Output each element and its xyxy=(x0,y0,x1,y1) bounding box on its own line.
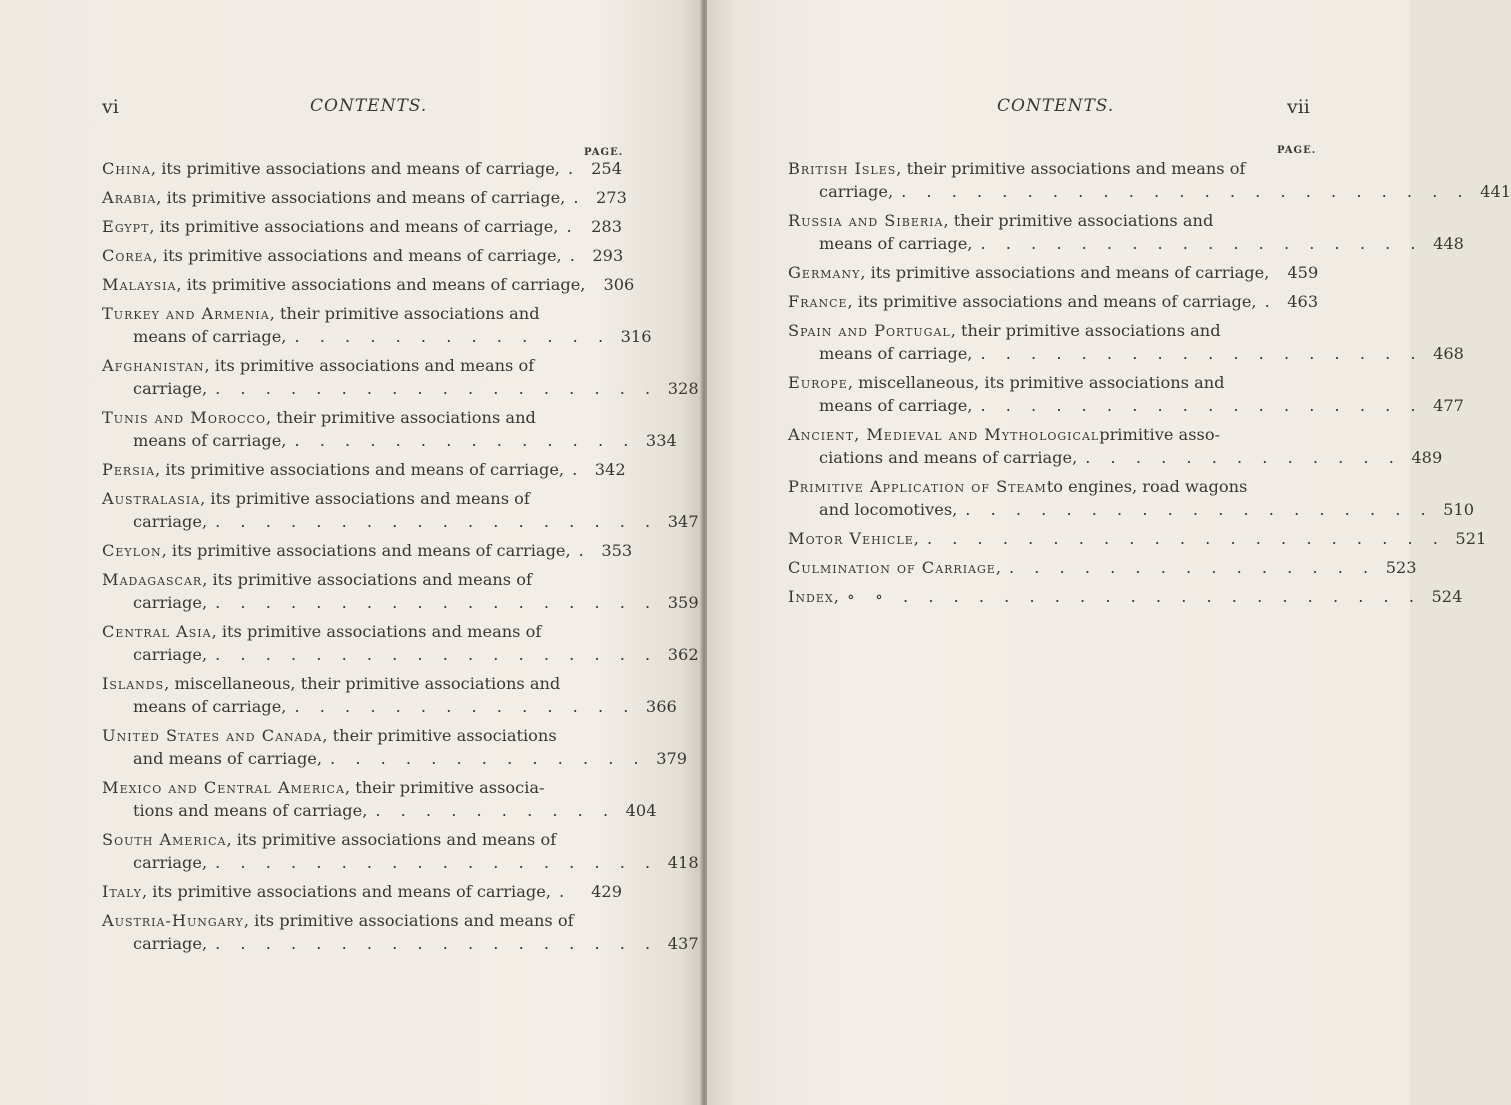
toc-entry-continuation xyxy=(788,446,1443,469)
toc-entry-description-cont: carriage, xyxy=(133,853,208,872)
toc-entry-line xyxy=(788,585,1463,608)
toc-entry-heading: Culmination of Carriage xyxy=(788,558,996,577)
toc-entry-description: , its primitive associations and means of xyxy=(202,570,532,589)
toc-entry-heading: Malaysia xyxy=(102,275,177,294)
toc-entry-line xyxy=(102,215,622,238)
leader-dots: . xyxy=(578,541,592,560)
toc-entry xyxy=(102,157,622,180)
page-number: 366 xyxy=(645,697,677,716)
toc-entry xyxy=(102,244,622,267)
toc-entry-heading: Central Asia xyxy=(102,622,212,641)
toc-entry-description: , their primitive associa- xyxy=(344,778,545,797)
toc-entry-description: , their primitive associations and xyxy=(950,321,1221,340)
page-column-header-right: PAGE. xyxy=(1277,145,1317,156)
folio-right: vii xyxy=(1287,96,1310,118)
toc-entry-description: , their primitive associations xyxy=(322,726,557,745)
toc-entry-heading: Islands xyxy=(102,674,165,693)
toc-entry xyxy=(102,406,677,452)
leader-dots: . . . . . . . . . . . . . . xyxy=(294,431,636,450)
toc-entry-heading: British Isles xyxy=(788,159,897,178)
toc-entry-description: , its primitive associations and means of carriage, xyxy=(860,263,1270,282)
page-number: 316 xyxy=(620,327,652,346)
page-number: 468 xyxy=(1433,344,1464,363)
page-number: 273 xyxy=(595,188,627,207)
toc-entry-heading: Ceylon xyxy=(102,541,162,560)
toc-entry-continuation xyxy=(102,510,699,533)
page-number: 523 xyxy=(1385,558,1417,577)
page-number: 429 xyxy=(591,882,622,901)
toc-entry-heading: Arabia xyxy=(102,188,157,207)
leader-dots: ∘ ∘ . . . . . . . . . . . . . . . . . . . . . xyxy=(846,587,1422,606)
left-page xyxy=(0,0,702,1105)
toc-entry-continuation xyxy=(788,232,1464,255)
page-number: 353 xyxy=(601,541,633,560)
toc-entry-description: , its primitive associations and means of carriage, xyxy=(149,217,559,236)
leader-dots: . . . . . . . . . . . . . xyxy=(1085,448,1402,467)
toc-entry xyxy=(102,724,688,770)
page-number: 441 xyxy=(1480,182,1511,201)
toc-entry-line xyxy=(788,157,1310,180)
toc-entry xyxy=(788,527,1487,550)
running-title-left: CONTENTS. xyxy=(310,96,428,116)
toc-entry-line xyxy=(788,209,1310,232)
toc-entry-line xyxy=(788,423,1310,446)
toc-entry-description-cont: means of carriage, xyxy=(133,327,287,346)
toc-entry-description-cont: means of carriage, xyxy=(133,431,287,450)
toc-entry-line xyxy=(102,487,622,510)
toc-entry-continuation xyxy=(102,695,677,718)
toc-entry xyxy=(102,828,699,874)
toc-entry-heading: Madagascar xyxy=(102,570,203,589)
toc-entry-description-cont: means of carriage, xyxy=(819,234,973,253)
toc-entry-continuation xyxy=(102,591,699,614)
toc-entry-description: , its primitive associations and means of xyxy=(200,489,530,508)
toc-entry-line xyxy=(788,371,1310,394)
toc-entry xyxy=(788,290,1319,313)
running-title-right: CONTENTS. xyxy=(997,96,1115,116)
leader-dots: . xyxy=(567,159,581,178)
toc-entry-line xyxy=(102,539,633,562)
toc-entry-line xyxy=(102,354,622,377)
toc-entry xyxy=(102,620,699,666)
toc-entry xyxy=(788,261,1319,284)
leader-dots: . . . . . . . . . . . . . . . . . . xyxy=(980,234,1424,253)
leader-dots: . xyxy=(558,882,572,901)
toc-entry xyxy=(788,585,1463,608)
toc-entry-heading: Persia xyxy=(102,460,156,479)
toc-entry-description: , miscellaneous, its primitive associations and xyxy=(847,373,1225,392)
toc-entry-heading: Australasia xyxy=(102,489,201,508)
toc-entry-line xyxy=(102,244,622,267)
toc-entry xyxy=(788,423,1443,469)
page-number: 404 xyxy=(625,801,657,820)
page-number: 334 xyxy=(645,431,677,450)
toc-entry-description-cont: carriage, xyxy=(133,934,208,953)
toc-entry-continuation xyxy=(102,932,699,955)
toc-entry-description: , their primitive associations and xyxy=(269,304,540,323)
toc-entry-continuation xyxy=(102,325,652,348)
toc-entry-line xyxy=(788,527,1487,550)
toc-entry-line xyxy=(788,290,1319,313)
page-number: 477 xyxy=(1433,396,1464,415)
page-number: 359 xyxy=(667,593,699,612)
toc-entry-line xyxy=(102,273,635,296)
toc-entry-line xyxy=(788,261,1319,284)
toc-entry-heading: Italy xyxy=(102,882,142,901)
toc-entry-description: , miscellaneous, their primitive associations and xyxy=(164,674,561,693)
toc-entry-line xyxy=(102,724,622,747)
page-number: 342 xyxy=(594,460,626,479)
toc-entry-heading: Corea xyxy=(102,246,153,265)
toc-entry-continuation xyxy=(102,643,699,666)
toc-entry-description: , their primitive associations and xyxy=(943,211,1214,230)
toc-entry xyxy=(788,319,1464,365)
toc-entry xyxy=(102,568,699,614)
page-number: 328 xyxy=(667,379,699,398)
toc-entry-line xyxy=(102,909,622,932)
toc-entry-description: , xyxy=(913,529,919,548)
toc-entry xyxy=(102,487,699,533)
toc-entry xyxy=(102,880,622,903)
leader-dots: . . . . . . . . . . . . . . xyxy=(294,697,636,716)
toc-entry-description: , its primitive associations and means of xyxy=(211,622,542,641)
leader-dots: . . . . . . . . . . . . . . . . . . . xyxy=(965,500,1434,519)
toc-entry xyxy=(102,215,622,238)
toc-entry-continuation xyxy=(788,180,1511,203)
toc-entry-line xyxy=(102,620,622,643)
leader-dots: . xyxy=(566,217,580,236)
toc-entry-line xyxy=(102,568,622,591)
toc-entry xyxy=(788,475,1475,521)
toc-entry-continuation xyxy=(102,377,699,400)
page-number: 521 xyxy=(1455,529,1487,548)
toc-entry-description-cont: carriage, xyxy=(819,182,894,201)
toc-entry-continuation xyxy=(788,394,1464,417)
leader-dots: . . . . . . . . . . . . . . . . . . xyxy=(215,934,658,953)
toc-entry-line xyxy=(788,556,1417,579)
toc-entry-line xyxy=(102,672,622,695)
toc-entry-description: to engines, road wagons xyxy=(1046,477,1248,496)
toc-entry-description: , xyxy=(833,587,839,606)
leader-dots: . . . . . . . . . . xyxy=(375,801,616,820)
toc-entry-heading: Tunis and Morocco xyxy=(102,408,266,427)
toc-entry xyxy=(788,157,1511,203)
toc-entry-continuation xyxy=(788,498,1475,521)
toc-entry-description-cont: carriage, xyxy=(133,379,208,398)
leader-dots: . . . . . . . . . . . . . . . . . . xyxy=(215,512,658,531)
toc-entry-heading: France xyxy=(788,292,848,311)
toc-entry-heading: Ancient, Medieval and Mythological xyxy=(788,425,1100,444)
toc-entry-heading: Germany xyxy=(788,263,861,282)
toc-entry-description-cont: means of carriage, xyxy=(819,344,973,363)
toc-entry-heading: South America xyxy=(102,830,227,849)
toc-entry xyxy=(788,556,1417,579)
leader-dots: . . . . . . . . . . . . . xyxy=(330,749,647,768)
leader-dots: . . . . . . . . . . . . . xyxy=(294,327,611,346)
toc-entry-description-cont: and locomotives, xyxy=(819,500,958,519)
toc-entry-description: , its primitive associations and means of carriage, xyxy=(155,460,565,479)
toc-entry-description: , its primitive associations and means of carriage, xyxy=(150,159,560,178)
toc-entry-description-cont: means of carriage, xyxy=(133,697,287,716)
toc-entry-description: , their primitive associations and xyxy=(266,408,536,427)
page-number: 510 xyxy=(1443,500,1475,519)
page-number: 283 xyxy=(591,217,622,236)
page-number: 379 xyxy=(656,749,688,768)
toc-entry-description: primitive asso- xyxy=(1099,425,1221,444)
toc-entry-description-cont: carriage, xyxy=(133,593,208,612)
leader-dots: . xyxy=(1264,292,1278,311)
toc-entry-description: , its primitive associations and means of xyxy=(243,911,574,930)
toc-entry-heading: Index xyxy=(788,587,834,606)
toc-entry-heading: Spain and Portugal xyxy=(788,321,951,340)
toc-entry-continuation xyxy=(102,799,657,822)
leader-dots: . xyxy=(569,246,583,265)
leader-dots: . . . . . . . . . . . . . . . . . . xyxy=(215,593,658,612)
page-number: 437 xyxy=(667,934,699,953)
leader-dots: . xyxy=(572,460,585,479)
leader-dots: . . . . . . . . . . . . . . . . . . xyxy=(980,396,1424,415)
toc-entry xyxy=(788,371,1464,417)
toc-entry-line xyxy=(102,406,622,429)
toc-entry xyxy=(102,776,657,822)
page-number: 347 xyxy=(667,512,699,531)
leader-dots: . xyxy=(573,188,586,207)
page-number: 254 xyxy=(591,159,622,178)
toc-entry-heading: Motor Vehicle xyxy=(788,529,914,548)
toc-entry-line xyxy=(788,475,1310,498)
toc-entry-description: , its primitive associations and means of carriage, xyxy=(176,275,586,294)
page-number: 459 xyxy=(1287,263,1319,282)
toc-entry-description: , its primitive associations and means of xyxy=(226,830,557,849)
toc-entry xyxy=(102,458,626,481)
toc-entry-description: , its primitive associations and means of carriage, xyxy=(141,882,551,901)
toc-entry-heading: Turkey and Armenia xyxy=(102,304,270,323)
toc-entry-line xyxy=(102,186,627,209)
toc-entry-description-cont: carriage, xyxy=(133,645,208,664)
toc-entry-description: , xyxy=(995,558,1001,577)
toc-entry xyxy=(102,672,677,718)
page-number: 489 xyxy=(1411,448,1443,467)
leader-dots: . . . . . . . . . . . . . . . xyxy=(1008,558,1376,577)
toc-list-right xyxy=(788,157,1511,614)
toc-entry-description: , its primitive associations and means of carriage, xyxy=(161,541,571,560)
toc-entry-description-cont: tions and means of carriage, xyxy=(133,801,368,820)
toc-entry-heading: Europe xyxy=(788,373,848,392)
toc-entry-line xyxy=(788,319,1310,342)
toc-entry-line xyxy=(102,776,622,799)
leader-dots: . . . . . . . . . . . . . . . . . . xyxy=(980,344,1424,363)
folio-left: vi xyxy=(102,96,119,118)
page-number: 362 xyxy=(667,645,699,664)
toc-entry-heading: China xyxy=(102,159,151,178)
toc-entry xyxy=(102,909,699,955)
page-number: 448 xyxy=(1433,234,1464,253)
toc-entry xyxy=(102,539,633,562)
leader-dots: . . . . . . . . . . . . . . . . . . . . . . . xyxy=(901,182,1471,201)
toc-entry-heading: Primitive Application of Steam xyxy=(788,477,1047,496)
toc-entry-line xyxy=(102,828,622,851)
right-page xyxy=(707,0,1511,1105)
toc-entry-continuation xyxy=(102,851,699,874)
page-column-header-left: PAGE. xyxy=(584,147,624,158)
toc-entry xyxy=(102,354,699,400)
toc-entry-line xyxy=(102,157,622,180)
toc-entry-line xyxy=(102,880,622,903)
toc-entry-description-cont: and means of carriage, xyxy=(133,749,323,768)
leader-dots: . . . . . . . . . . . . . . . . . . . . . xyxy=(926,529,1446,548)
toc-entry-description: , its primitive associations and means of carriage, xyxy=(156,188,566,207)
toc-entry-heading: Afghanistan xyxy=(102,356,205,375)
toc-entry-description: , its primitive associations and means of carriage, xyxy=(152,246,562,265)
toc-entry-heading: Russia and Siberia xyxy=(788,211,944,230)
toc-entry-description: , its primitive associations and means of carriage, xyxy=(847,292,1257,311)
page-number: 524 xyxy=(1431,587,1463,606)
toc-entry xyxy=(102,302,652,348)
leader-dots: . . . . . . . . . . . . . . . . . . xyxy=(215,645,658,664)
toc-list-left xyxy=(102,157,699,961)
toc-entry-line xyxy=(102,302,622,325)
toc-entry-continuation xyxy=(102,747,688,770)
toc-entry-description-cont: means of carriage, xyxy=(819,396,973,415)
leader-dots: . . . . . . . . . . . . . . . . . . xyxy=(215,379,658,398)
toc-entry xyxy=(102,273,635,296)
toc-entry-continuation xyxy=(102,429,677,452)
toc-entry-description: , its primitive associations and means of xyxy=(204,356,535,375)
page-number: 293 xyxy=(592,246,624,265)
toc-entry-heading: Mexico and Central America xyxy=(102,778,345,797)
page-number: 306 xyxy=(603,275,635,294)
toc-entry-line xyxy=(102,458,626,481)
toc-entry-description-cont: carriage, xyxy=(133,512,208,531)
page-number: 418 xyxy=(667,853,699,872)
leader-dots: . . . . . . . . . . . . . . . . . . xyxy=(215,853,658,872)
toc-entry-heading: Egypt xyxy=(102,217,150,236)
toc-entry-heading: Austria-Hungary xyxy=(102,911,244,930)
page-number: 463 xyxy=(1287,292,1319,311)
toc-entry xyxy=(788,209,1464,255)
toc-entry-heading: United States and Canada xyxy=(102,726,323,745)
toc-entry-description: , their primitive associations and means of xyxy=(896,159,1246,178)
toc-entry-description-cont: ciations and means of carriage, xyxy=(819,448,1078,467)
toc-entry xyxy=(102,186,627,209)
toc-entry-continuation xyxy=(788,342,1464,365)
